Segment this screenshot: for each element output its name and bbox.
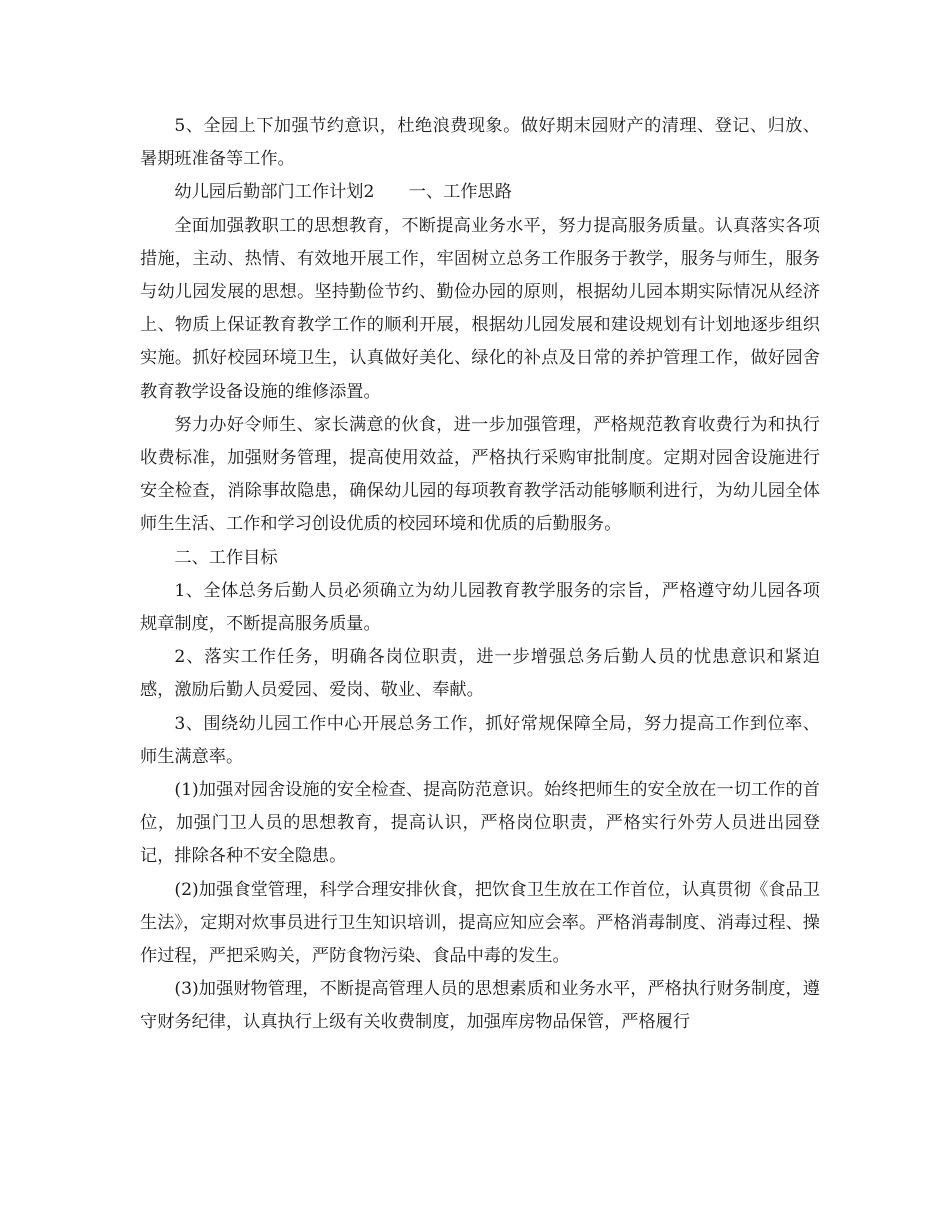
paragraph-work-approach: 全面加强教职工的思想教育，不断提高业务水平，努力提高服务质量。认真落实各项措施，主动、热情、有效地开展工作，牢固树立总务工作服务于教学，服务与师生，服务与幼儿园发展的思想。坚持勤俭节约、勤俭办园的原则，根据幼儿园本期实际情况从经济上、物质上保证教育教学工作的顺利开展，根据幼儿园发展和建设规划有计划地逐步组织实施。抓好校园环境卫生，认真做好美化、绿化的补点及日常的养护管理工作，做好园舍教育教学设备设施的维修添置。 <box>140 215 820 402</box>
paragraph-goal-2: 2、落实工作任务，明确各岗位职责，进一步增强总务后勤人员的忧患意识和紧迫感，激励后勤人员爱园、爱岗、敬业、奉献。 <box>140 647 820 701</box>
paragraph-subitem-1: (1)加强对园舍设施的安全检查、提高防范意识。始终把师生的安全放在一切工作的首位，加强门卫人员的思想教育，提高认识，严格岗位职责，严格实行外劳人员进出园登记，排除各种不安全隐患。 <box>140 780 820 867</box>
paragraph-item-5: 5、全园上下加强节约意识，杜绝浪费现象。做好期末园财产的清理、登记、归放、暑期班准备等工作。 <box>140 116 820 170</box>
paragraph-subitem-3: (3)加强财物管理，不断提高管理人员的思想素质和业务水平，严格执行财务制度，遵守财务纪律，认真执行上级有关收费制度，加强库房物品保管，严格履行 <box>140 979 820 1033</box>
section-heading-plan-2: 幼儿园后勤部门工作计划2 一、工作思路 <box>174 182 512 203</box>
document-body <box>140 110 820 1040</box>
paragraph-catering: 努力办好令师生、家长满意的伙食，进一步加强管理，严格规范教育收费行为和执行收费标准，加强财务管理，提高使用效益，严格执行采购审批制度。定期对园舍设施进行安全检查，消除事故隐患，确保幼儿园的每项教育教学活动能够顺利进行，为幼儿园全体师生生活、工作和学习创设优质的校园环境和优质的后勤服务。 <box>140 414 820 535</box>
section-heading-goals: 二、工作目标 <box>174 547 278 568</box>
paragraph-goal-3: 3、围绕幼儿园工作中心开展总务工作，抓好常规保障全局，努力提高工作到位率、师生满意率。 <box>140 713 820 767</box>
paragraph-subitem-2: (2)加强食堂管理，科学合理安排伙食，把饮食卫生放在工作首位，认真贯彻《食品卫生法》，定期对炊事员进行卫生知识培训，提高应知应会率。严格消毒制度、消毒过程、操作过程，严把采购关，严防食物污染、食品中毒的发生。 <box>140 879 820 967</box>
paragraph-goal-1: 1、全体总务后勤人员必须确立为幼儿园教育教学服务的宗旨，严格遵守幼儿园各项规章制度，不断提高服务质量。 <box>140 580 820 635</box>
